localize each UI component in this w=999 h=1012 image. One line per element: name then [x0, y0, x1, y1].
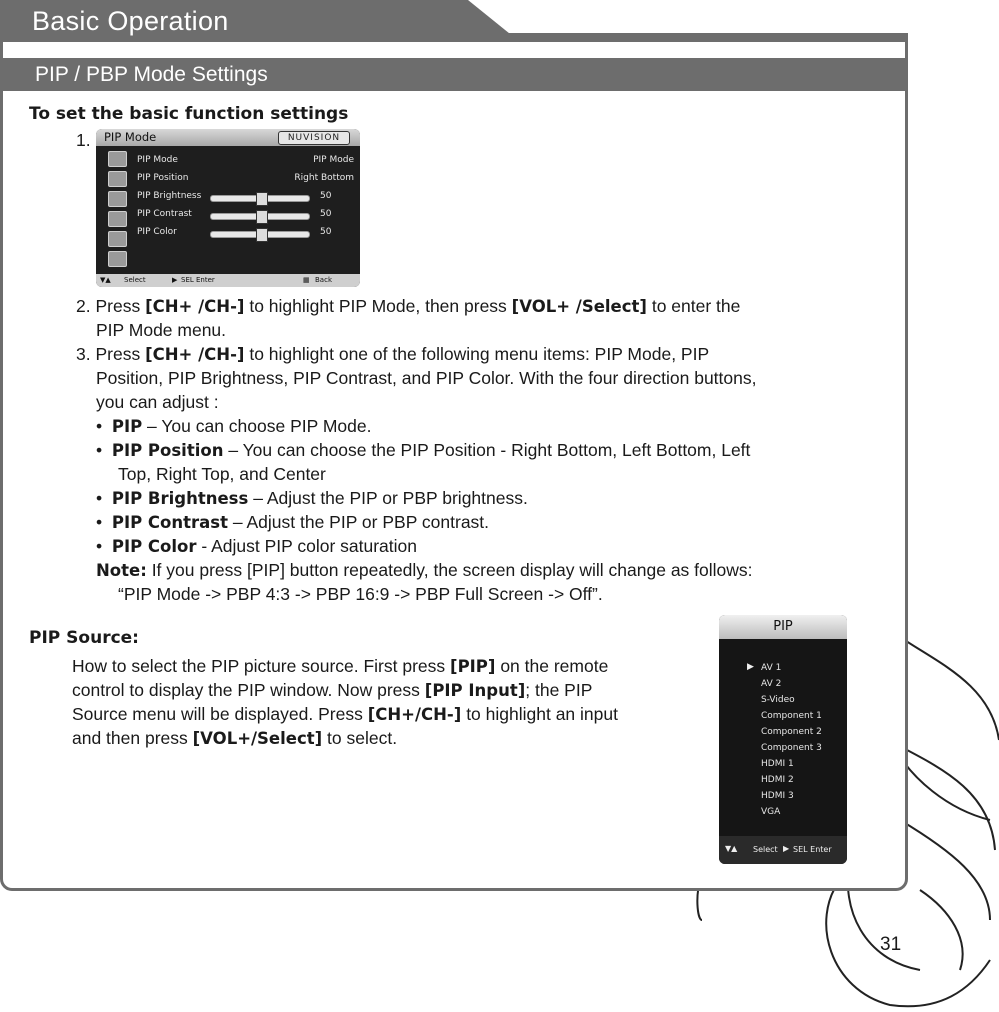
- text: to highlight an input: [461, 704, 618, 724]
- key-label: [VOL+/Select]: [192, 729, 323, 748]
- basic-settings-heading: To set the basic function settings: [29, 104, 349, 124]
- right-arrow-icon: ▶: [172, 276, 178, 284]
- pip-mode-osd-screenshot: [96, 129, 360, 287]
- step-3-number: 3.: [76, 344, 91, 364]
- slider-knob: [256, 192, 268, 206]
- text: on the remote: [495, 656, 609, 676]
- osd-row-label: PIP Color: [137, 227, 177, 237]
- bullet-term: PIP Contrast: [111, 513, 228, 532]
- osd-title-bar: [96, 129, 360, 146]
- step-3: [76, 342, 876, 367]
- osd-menu-icons: [102, 151, 130, 271]
- right-arrow-icon: ▶: [783, 844, 790, 853]
- pip-source-item: HDMI 1: [761, 759, 794, 769]
- up-down-arrows-icon: ▼▲: [725, 844, 738, 853]
- footer-select-label: Select: [753, 845, 778, 854]
- text: Source menu will be displayed. Press: [72, 704, 368, 724]
- pip-source-item: Component 1: [761, 711, 822, 721]
- text: to select.: [322, 728, 398, 748]
- bullet-term: PIP: [111, 417, 143, 436]
- section-title: PIP / PBP Mode Settings: [35, 63, 268, 86]
- step-3-line-3: you can adjust :: [96, 392, 219, 412]
- key-label: [CH+ /CH-]: [145, 345, 245, 364]
- menu-button-icon: ▦: [303, 276, 310, 284]
- step-2-number: 2.: [76, 296, 91, 316]
- step-2: [76, 294, 876, 319]
- pip-source-heading: PIP Source:: [29, 628, 139, 648]
- text: How to select the PIP picture source. First press: [72, 656, 451, 676]
- setup-menu-icon: [108, 191, 127, 207]
- bullet-item: • PIP – You can choose PIP Mode.: [96, 416, 372, 436]
- pip-menu-icon: [108, 211, 127, 227]
- page-header-title: Basic Operation: [32, 6, 229, 36]
- osd-row-value: Right Bottom: [294, 173, 354, 183]
- note-label: Note:: [96, 561, 147, 580]
- step-3-line-2: Position, PIP Brightness, PIP Contrast, and PIP Color. With the four direction buttons,: [96, 368, 757, 388]
- step-1-number: 1.: [76, 130, 91, 150]
- pip-osd-title: PIP: [719, 615, 847, 639]
- osd-title: PIP Mode: [104, 130, 157, 144]
- bullet-text: - Adjust PIP color saturation: [196, 536, 418, 556]
- osd-row-label: PIP Mode: [137, 155, 178, 165]
- footer-select-label: Select: [124, 276, 146, 284]
- bullet-text: – You can choose PIP Mode.: [142, 416, 372, 436]
- contrast-slider: [210, 213, 310, 220]
- bullet-text-line-2: Top, Right Top, and Center: [118, 464, 326, 484]
- text: Press: [95, 296, 146, 316]
- pip-source-line: [72, 678, 592, 703]
- pip-source-line: [72, 654, 608, 679]
- channel-menu-icon: [108, 231, 127, 247]
- pip-source-item: AV 1: [761, 663, 782, 673]
- pip-source-item: Component 3: [761, 743, 822, 753]
- key-label: [VOL+ /Select]: [511, 297, 647, 316]
- pip-source-line: [72, 702, 618, 727]
- step-2-line-2: PIP Mode menu.: [96, 320, 227, 340]
- bullet-text: – Adjust the PIP or PBP brightness.: [248, 488, 528, 508]
- osd-row-value: PIP Mode: [313, 155, 354, 165]
- bullet-item: • PIP Contrast – Adjust the PIP or PBP contrast.: [96, 512, 490, 532]
- osd-row-value: 50: [320, 191, 332, 201]
- pip-source-osd-screenshot: [719, 615, 847, 864]
- sound-menu-icon: [108, 171, 127, 187]
- key-label: [CH+ /CH-]: [145, 297, 245, 316]
- slider-knob: [256, 228, 268, 242]
- osd-row-value: 50: [320, 209, 332, 219]
- bullet-item: • PIP Brightness – Adjust the PIP or PBP brightness.: [96, 488, 528, 508]
- brand-logo: NUVISION: [278, 131, 350, 145]
- slider-knob: [256, 210, 268, 224]
- bullet-text: – Adjust the PIP or PBP contrast.: [228, 512, 490, 532]
- text: control to display the PIP window. Now press: [72, 680, 425, 700]
- color-slider: [210, 231, 310, 238]
- text: ; the PIP: [525, 680, 593, 700]
- text: Press: [95, 344, 146, 364]
- brightness-slider: [210, 195, 310, 202]
- footer-enter-label: SEL Enter: [181, 276, 215, 284]
- note: [96, 558, 886, 583]
- footer-back-label: Back: [315, 276, 332, 284]
- page-number: 31: [880, 934, 902, 955]
- footer-enter-label: SEL Enter: [793, 845, 832, 854]
- note-text: If you press [PIP] button repeatedly, the screen display will change as follows:: [146, 560, 753, 580]
- text: and then press: [72, 728, 193, 748]
- pip-source-line: [72, 726, 397, 751]
- pip-osd-footer: [719, 836, 847, 864]
- selection-arrow-icon: ▶: [747, 662, 754, 672]
- pip-source-item: Component 2: [761, 727, 822, 737]
- up-down-arrows-icon: ▼▲: [100, 276, 111, 284]
- bullet-text: – You can choose the PIP Position - Right Bottom, Left Bottom, Left: [223, 440, 751, 460]
- picture-menu-icon: [108, 151, 127, 167]
- pip-source-item: HDMI 3: [761, 791, 794, 801]
- bullet-term: PIP Position: [111, 441, 224, 460]
- osd-row-label: PIP Position: [137, 173, 189, 183]
- osd-row-value: 50: [320, 227, 332, 237]
- key-label: [CH+/CH-]: [367, 705, 462, 724]
- key-label: [PIP]: [450, 657, 496, 676]
- bullet-term: PIP Color: [111, 537, 197, 556]
- pip-source-item: VGA: [761, 807, 781, 817]
- text: to highlight one of the following menu items: PIP Mode, PIP: [244, 344, 710, 364]
- key-label: [PIP Input]: [424, 681, 526, 700]
- bullet-item: • PIP Position – You can choose the PIP Position - Right Bottom, Left Bottom, Left: [96, 440, 751, 460]
- osd-row-label: PIP Brightness: [137, 191, 202, 201]
- text: to highlight PIP Mode, then press: [244, 296, 512, 316]
- bullet-term: PIP Brightness: [111, 489, 249, 508]
- osd-row-label: PIP Contrast: [137, 209, 192, 219]
- pip-source-item: S-Video: [761, 695, 795, 705]
- bullet-item: • PIP Color - Adjust PIP color saturation: [96, 536, 418, 556]
- pip-source-item: AV 2: [761, 679, 782, 689]
- text: to enter the: [646, 296, 741, 316]
- note-line-2: “PIP Mode -> PBP 4:3 -> PBP 16:9 -> PBP Full Screen -> Off”.: [118, 584, 603, 604]
- pip-source-item: HDMI 2: [761, 775, 794, 785]
- lock-menu-icon: [108, 251, 127, 267]
- osd-footer: [96, 274, 360, 287]
